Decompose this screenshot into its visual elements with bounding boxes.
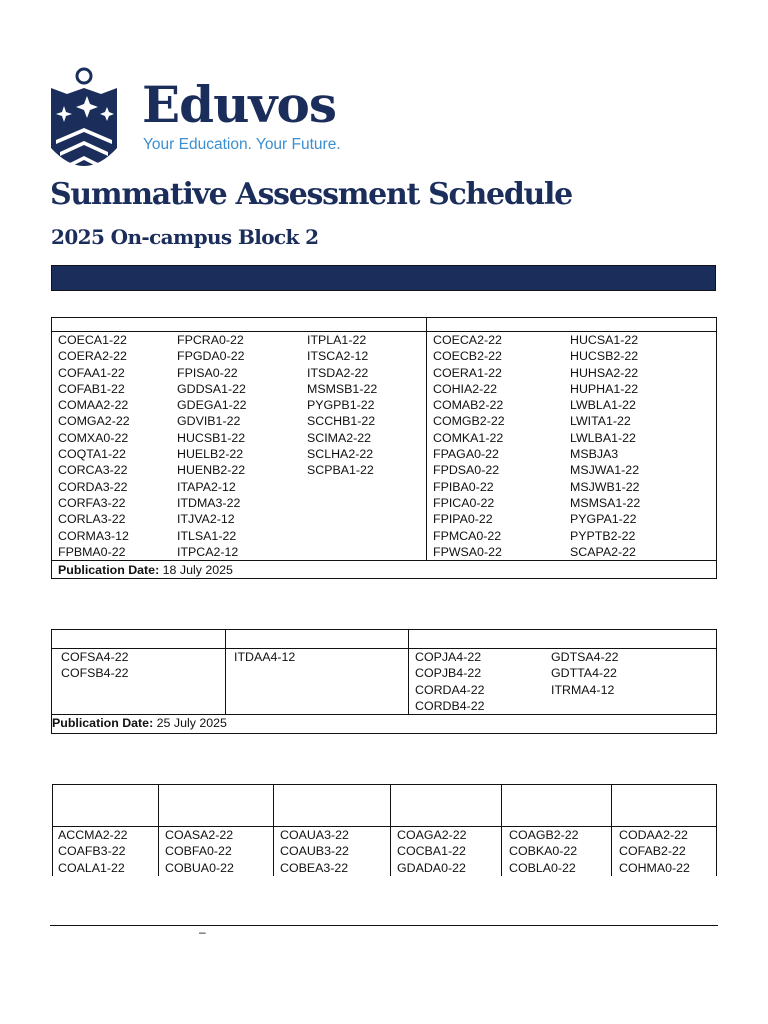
module-code: COERA1-22 — [433, 365, 502, 380]
module-code: SCIMA2-22 — [307, 430, 372, 445]
table-3-top-border — [52, 784, 716, 785]
module-code: MSJWB1-22 — [570, 479, 640, 494]
module-code: FPMCA0-22 — [433, 528, 502, 543]
module-code: ACCMA2-22 — [58, 828, 128, 842]
module-code: HUENB2-22 — [177, 463, 246, 478]
module-code: COECA2-22 — [433, 333, 502, 347]
publication-date-label: Publication Date: — [52, 716, 154, 730]
header-banner — [51, 265, 716, 291]
module-code: GDADA0-22 — [397, 860, 466, 875]
module-code: CORDA3-22 — [58, 479, 128, 494]
module-code: CORFA3-22 — [58, 495, 126, 510]
module-code: FPGDA0-22 — [177, 349, 245, 364]
table-3-column-6 — [619, 827, 690, 876]
table-3-column-divider — [52, 784, 53, 876]
module-code: COQTA1-22 — [58, 447, 126, 462]
module-code: MSJWA1-22 — [570, 463, 640, 478]
module-code: HUELB2-22 — [177, 447, 244, 462]
module-code: ITRMA4-12 — [551, 682, 615, 697]
module-code: FPISA0-22 — [177, 365, 238, 380]
module-code: COMAA2-22 — [58, 398, 129, 413]
table-1-column-2 — [177, 332, 247, 560]
module-code: CORDB4-22 — [415, 698, 485, 713]
module-code: GDDSA1-22 — [177, 381, 246, 396]
module-code: PYPTB2-22 — [570, 528, 636, 543]
module-code: MSBJA3 — [570, 447, 619, 462]
module-code: COMGA2-22 — [58, 414, 130, 429]
table-1-column-1 — [58, 332, 130, 560]
module-code: LWBLA1-22 — [570, 398, 636, 413]
table-2-column-3 — [415, 649, 485, 714]
module-code: COFSA4-22 — [61, 650, 129, 664]
footer-divider — [50, 925, 718, 926]
module-code: FPAGA0-22 — [433, 447, 499, 462]
table-3-column-4 — [397, 827, 467, 876]
table-3-column-divider — [716, 784, 717, 876]
module-code: COASA2-22 — [165, 828, 234, 842]
page-title: Summative Assessment Schedule — [50, 177, 572, 212]
module-code: COAGA2-22 — [397, 828, 467, 842]
module-code: COMGB2-22 — [433, 414, 505, 429]
module-code: COBUA0-22 — [165, 860, 234, 875]
module-code: COHIA2-22 — [433, 381, 498, 396]
module-code: COFSB4-22 — [61, 666, 129, 681]
module-code: GDVIB1-22 — [177, 414, 241, 429]
module-code: SCPBA1-22 — [307, 463, 374, 478]
module-code: ITLSA1-22 — [177, 528, 237, 543]
table-3-column-3 — [280, 827, 349, 876]
module-code: PYGPB1-22 — [307, 398, 375, 413]
module-code: FPWSA0-22 — [433, 544, 502, 559]
table-3-column-divider — [390, 784, 391, 876]
module-code: GDTTA4-22 — [551, 666, 617, 681]
table-2-column-2 — [234, 649, 295, 665]
module-code: CODAA2-22 — [619, 828, 688, 842]
module-code: ITAPA2-12 — [177, 479, 236, 494]
module-code: COPJB4-22 — [415, 666, 482, 681]
module-code: FPICA0-22 — [433, 495, 495, 510]
table-3-column-divider — [158, 784, 159, 876]
module-code: GDTSA4-22 — [551, 650, 619, 664]
module-code: COAUB3-22 — [280, 844, 349, 859]
module-code: HUHSA2-22 — [570, 365, 639, 380]
module-code: ITDMA3-22 — [177, 495, 241, 510]
module-code: ITJVA2-12 — [177, 512, 235, 527]
module-code: FPCRA0-22 — [177, 333, 244, 347]
module-code: HUPHA1-22 — [570, 381, 639, 396]
module-code: FPIBA0-22 — [433, 479, 494, 494]
module-code: COMXA0-22 — [58, 430, 129, 445]
table-2-column-4 — [551, 649, 618, 698]
module-code: COBKA0-22 — [509, 844, 578, 859]
module-code: ITPLA1-22 — [307, 333, 367, 347]
module-code: LWITA1-22 — [570, 414, 631, 429]
module-code: ITPCA2-12 — [177, 544, 239, 559]
table-1-column-divider — [426, 317, 427, 561]
module-code: ITDAA4-12 — [234, 650, 296, 664]
module-code: CORLA3-22 — [58, 512, 126, 527]
table-1-column-3 — [307, 332, 377, 479]
module-code: HUCSB1-22 — [177, 430, 246, 445]
module-code: COECA1-22 — [58, 333, 127, 347]
table-3-column-2 — [165, 827, 234, 876]
module-code: HUCSB2-22 — [570, 349, 639, 364]
module-code: ITSDA2-22 — [307, 365, 369, 380]
module-code: COERA2-22 — [58, 349, 127, 364]
module-code: COPJA4-22 — [415, 650, 482, 664]
table-3-column-divider — [501, 784, 502, 876]
table-2-column-1 — [61, 649, 128, 682]
module-code: COFAB2-22 — [619, 844, 686, 859]
module-code: COAUA3-22 — [280, 828, 349, 842]
module-code: SCCHB1-22 — [307, 414, 376, 429]
module-code: COAFB3-22 — [58, 844, 126, 859]
publication-date-label: Publication Date: — [58, 563, 160, 577]
table-2-column-divider — [225, 629, 226, 715]
module-code: MSMSA1-22 — [570, 495, 641, 510]
module-code: COBLA0-22 — [509, 860, 576, 875]
table-1-column-4 — [433, 332, 505, 560]
table-2-footer-divider — [51, 714, 717, 715]
module-code: LWLBA1-22 — [570, 430, 636, 445]
brand-tagline: Your Education. Your Future. — [143, 136, 341, 153]
module-code: COHMA0-22 — [619, 860, 690, 875]
module-code: GDEGA1-22 — [177, 398, 247, 413]
table-2-column-divider — [408, 629, 409, 715]
module-code: COMKA1-22 — [433, 430, 504, 445]
module-code: COBFA0-22 — [165, 844, 232, 859]
module-code: CORCA3-22 — [58, 463, 128, 478]
module-code: COFAB1-22 — [58, 381, 125, 396]
module-code: COALA1-22 — [58, 860, 125, 875]
module-code: COMAB2-22 — [433, 398, 504, 413]
publication-date-1 — [58, 564, 233, 576]
module-code: HUCSA1-22 — [570, 333, 639, 347]
module-code: ITSCA2-12 — [307, 349, 369, 364]
module-code: FPDSA0-22 — [433, 463, 500, 478]
module-code: MSMSB1-22 — [307, 381, 378, 396]
table-3-column-1 — [58, 827, 128, 876]
table-3-column-divider — [611, 784, 612, 876]
module-code: CORDA4-22 — [415, 682, 485, 697]
publication-date-value: 25 July 2025 — [153, 716, 227, 730]
module-code: COAGB2-22 — [509, 828, 579, 842]
table-3-column-divider — [273, 784, 274, 876]
footer-dash: – — [199, 925, 206, 939]
publication-date-2 — [52, 717, 227, 729]
module-code: COECB2-22 — [433, 349, 502, 364]
page-subtitle: 2025 On-campus Block 2 — [51, 225, 319, 249]
brand-name: Eduvos — [142, 75, 336, 134]
eduvos-logo-icon — [50, 66, 120, 178]
module-code: SCLHA2-22 — [307, 447, 374, 462]
module-code: COCBA1-22 — [397, 844, 466, 859]
publication-date-value: 18 July 2025 — [159, 563, 233, 577]
table-1-column-5 — [570, 332, 640, 560]
table-3-column-5 — [509, 827, 579, 876]
module-code: FPIPA0-22 — [433, 512, 493, 527]
module-code: PYGPA1-22 — [570, 512, 637, 527]
module-code: SCAPA2-22 — [570, 544, 636, 559]
module-code: CORMA3-12 — [58, 528, 129, 543]
table-3-header-divider — [52, 826, 716, 827]
module-code: COBEA3-22 — [280, 860, 349, 875]
module-code: COFAA1-22 — [58, 365, 125, 380]
module-code: FPBMA0-22 — [58, 544, 126, 559]
